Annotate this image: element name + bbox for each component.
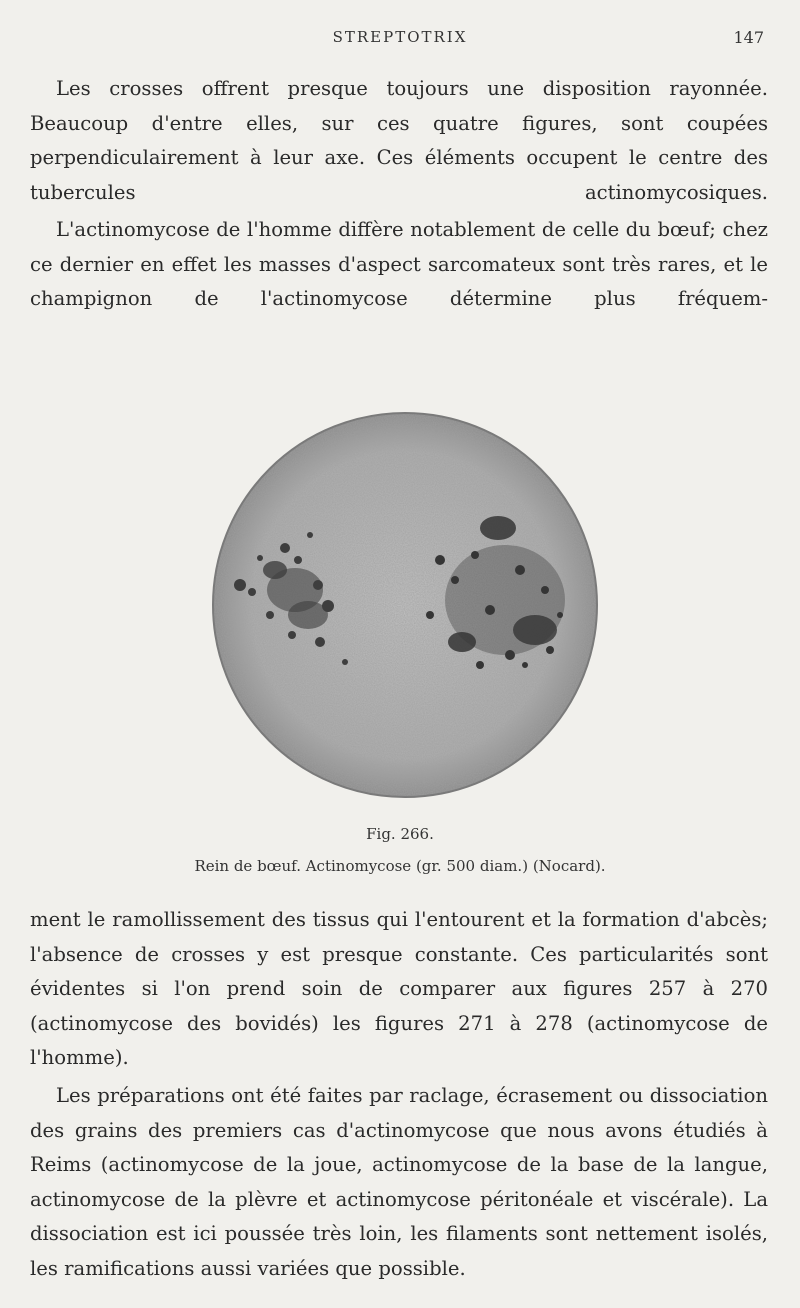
- paragraph-actinomycose-homme: L'actinomycose de l'homme diffère notablement de celle du bœuf; chez ce dernier en effet les masses d'aspect sarcomateux sont très rares, et le champignon de l'actinomycose détermine plus fréquem-: [30, 218, 768, 310]
- running-title: STREPTOTRIX: [332, 28, 468, 46]
- micrograph-image: [200, 410, 610, 800]
- paragraph-crosses: Les crosses offrent presque toujours une disposition rayonnée. Beaucoup d'entre elles, sur ces quatre figures, sont coupées perpendiculairement à leur axe. Ces éléments occupent le centre des tubercules actinomycosiques.: [30, 77, 768, 204]
- micrograph-figure: [200, 410, 610, 800]
- figure-caption: Rein de bœuf. Actinomycose (gr. 500 diam.) (Nocard).: [194, 857, 606, 875]
- paragraph-ramollissement: ment le ramollissement des tissus qui l'entourent et la formation d'abcès; l'absence de crosses y est presque constante. Ces particularités sont évidentes si l'on prend soin de comparer aux figures 257 à 270 (actinomycose des bovidés) les figures 271 à 278 (actinomycose de l'homme).: [30, 908, 768, 1069]
- page-header: [0, 28, 800, 52]
- paragraph-preparations: Les préparations ont été faites par raclage, écrasement ou dissociation des grains des premiers cas d'actinomycose que nous avons étudiés à Reims (actinomycose de la joue, actinomycose de la base de la langue, actinomycose de la plèvre et actinomycose péritonéale et viscérale). La dissociation est ici poussée très loin, les filaments sont nettement isolés, les ramifications aussi variées que possible.: [30, 1084, 768, 1280]
- page-number: 147: [733, 28, 764, 47]
- figure-label: Fig. 266.: [366, 825, 434, 843]
